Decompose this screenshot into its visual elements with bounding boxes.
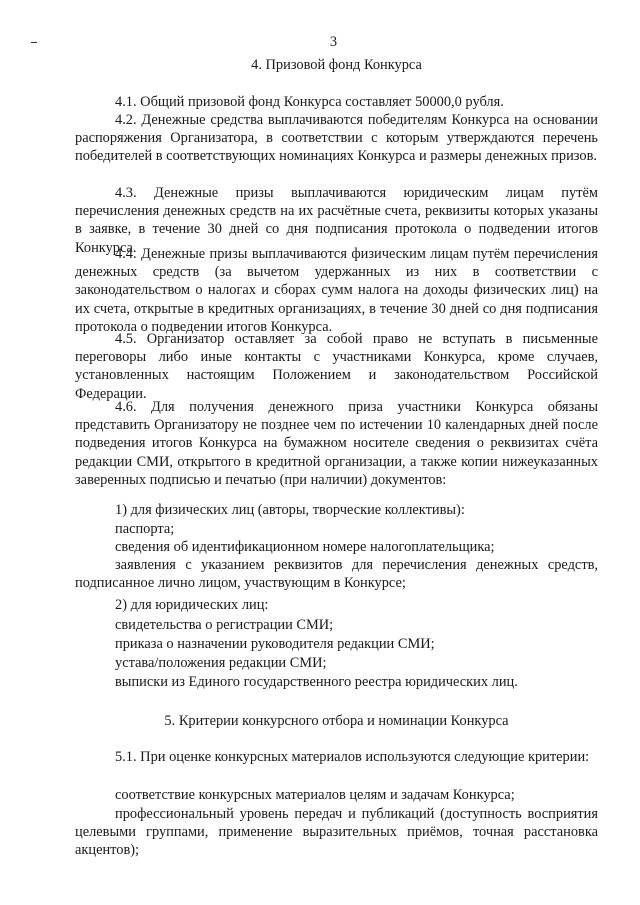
paragraph-4-6: 4.6. Для получения денежного приза участники Конкурса обязаны представить Организатору не позднее чем по истечении 10 календарных дней после подведения итогов Конкурса на бумажном носителе сведения о реквизитах счёта редакции СМИ, открытого в кредитной организации, а также копии нижеуказанных заверенных подписью и печатью (при наличии) документов: <box>75 399 598 488</box>
list-item: заявления с указанием реквизитов для перечисления денежных средств, подписанное лично лицом, участвующим в Конкурсе; <box>75 557 598 592</box>
section-4-title: 4. Призовой фонд Конкурса <box>251 57 422 73</box>
margin-mark <box>31 42 37 43</box>
paragraph-5-1: 5.1. При оценке конкурсных материалов используются следующие критерии: <box>115 749 590 765</box>
paragraph-4-2: 4.2. Денежные средства выплачиваются победителям Конкурса на основании распоряжения Организатора, в соответствии с которым утверждаются перечень победителей в соответствующих номинациях Конкурса и размеры денежных призов. <box>75 112 598 165</box>
list-1-heading: 1) для физических лиц (авторы, творческие коллективы): <box>115 502 465 518</box>
list-item: выписки из Единого государственного реестра юридических лиц. <box>115 674 518 690</box>
list-item: паспорта; <box>115 521 175 537</box>
criteria-item: соответствие конкурсных материалов целям и задачам Конкурса; <box>115 787 515 803</box>
paragraph-4-3: 4.3. Денежные призы выплачиваются юридическим лицам путём перечисления денежных средств на их расчётные счета, реквизиты которых указаны в заявке, в течение 30 дней со дня подписания протокола о подведении итогов Конкурса. <box>75 185 598 256</box>
criteria-item: профессиональный уровень передач и публикаций (доступность восприятия целевыми группами, применение выразительных приёмов, точная расстановка акцентов); <box>75 806 598 859</box>
list-2-heading: 2) для юридических лиц: <box>115 597 269 613</box>
section-5-title: 5. Критерии конкурсного отбора и номинации Конкурса <box>164 713 509 729</box>
paragraph-4-1: 4.1. Общий призовой фонд Конкурса составляет 50000,0 рубля. <box>115 94 504 110</box>
list-item: устава/положения редакции СМИ; <box>115 655 327 671</box>
list-item: свидетельства о регистрации СМИ; <box>115 617 334 633</box>
paragraph-4-5: 4.5. Организатор оставляет за собой право не вступать в письменные переговоры либо иные контакты с участниками Конкурса, кроме случаев, установленных настоящим Положением и законодательством Российской Федерации. <box>75 331 598 402</box>
page-number: 3 <box>329 34 338 50</box>
paragraph-4-4: 4.4. Денежные призы выплачиваются физическим лицам путём перечисления денежных средств (за вычетом удержанных из них в соответствии с законодательством о налогах и сборах сумм налога на доходы физических лиц) на их счета, открытые в кредитных организациях, в течение 30 дней со дня подписания протокола о подведении итогов Конкурса. <box>75 246 598 335</box>
list-item: сведения об идентификационном номере налогоплательщика; <box>115 539 495 555</box>
list-item: приказа о назначении руководителя редакции СМИ; <box>115 636 435 652</box>
